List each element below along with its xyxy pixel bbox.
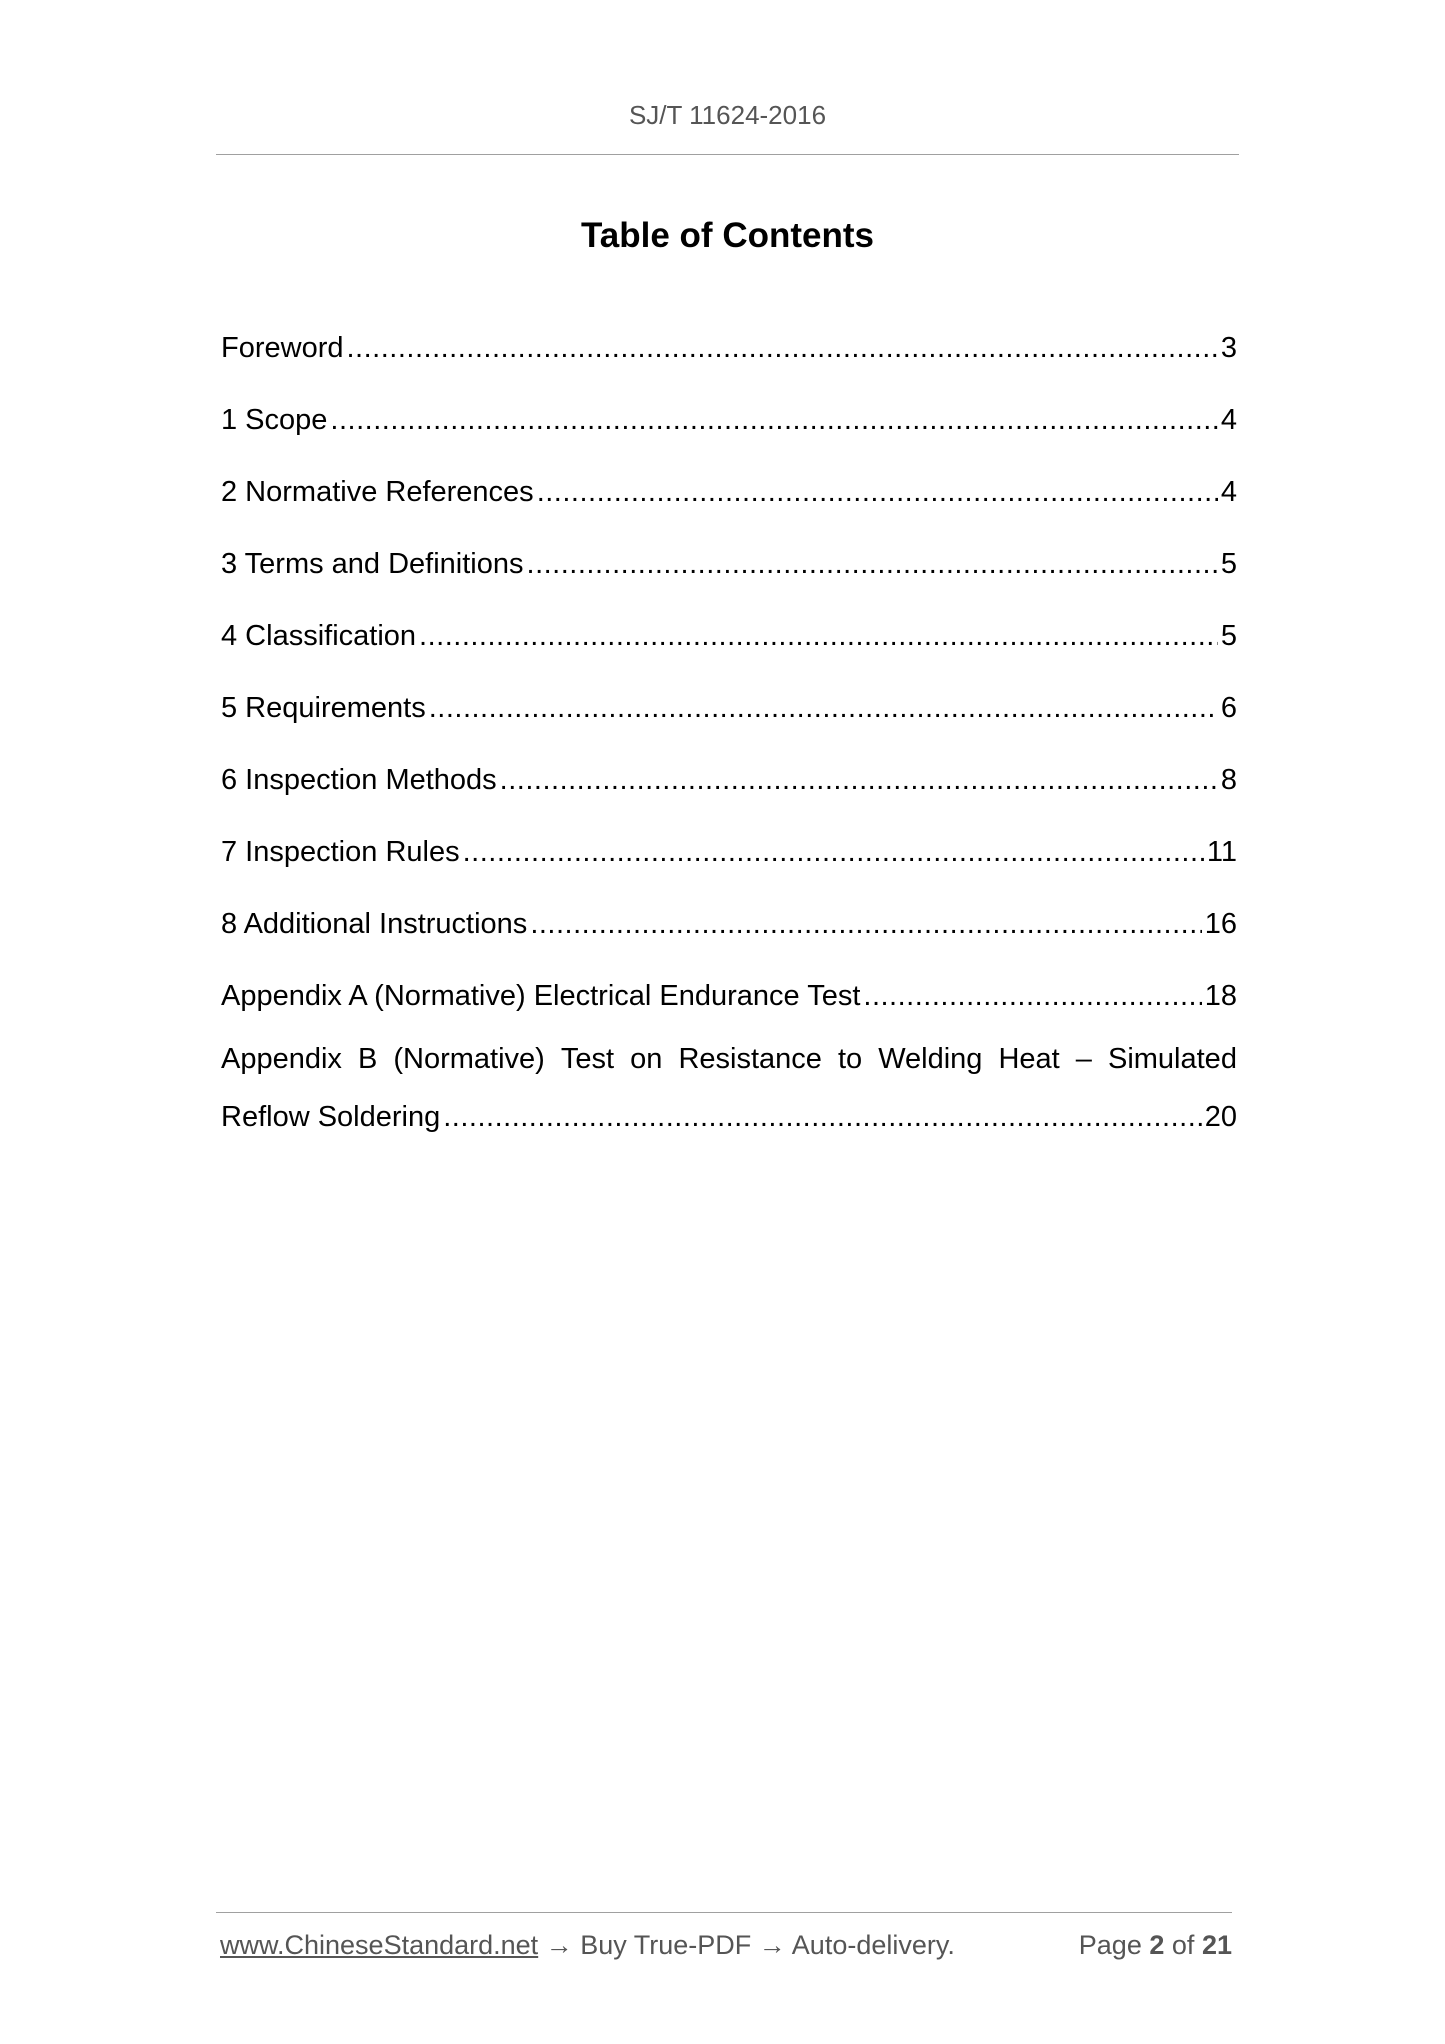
toc-word: Test xyxy=(560,1043,615,1075)
dot-leader xyxy=(527,542,1218,586)
toc-entry-classification[interactable] xyxy=(221,586,1237,658)
delivery-text: Auto-delivery. xyxy=(791,1930,955,1960)
toc-entry-page: 16 xyxy=(1204,908,1237,940)
toc-entry-label: 5 Requirements xyxy=(221,692,426,724)
toc-word: Welding xyxy=(878,1043,983,1075)
toc-entry-label: Reflow Soldering xyxy=(221,1101,441,1133)
toc-word: Heat xyxy=(998,1043,1060,1075)
toc-entry-label: 4 Classification xyxy=(221,620,417,652)
buy-text: Buy True-PDF xyxy=(580,1930,752,1960)
page-number-info xyxy=(1079,1930,1232,1961)
header-divider xyxy=(216,154,1239,155)
toc-entry-inspection-rules[interactable] xyxy=(221,802,1237,874)
dot-leader xyxy=(463,830,1204,874)
toc-entry-page: 8 xyxy=(1220,764,1237,796)
dot-leader xyxy=(530,902,1201,946)
dot-leader xyxy=(863,974,1201,1018)
toc-entry-label: 3 Terms and Definitions xyxy=(221,548,524,580)
toc-entry-label: Appendix A (Normative) Electrical Endurance Test xyxy=(221,980,861,1012)
toc-word: to xyxy=(837,1043,863,1075)
footer-promo xyxy=(220,1930,955,1961)
toc-entry-requirements[interactable] xyxy=(221,658,1237,730)
toc-list xyxy=(221,298,1237,1146)
dot-leader xyxy=(500,758,1218,802)
toc-entry-page: 4 xyxy=(1220,404,1237,436)
toc-entry-label: Foreword xyxy=(221,332,344,364)
toc-entry-page: 5 xyxy=(1220,620,1237,652)
toc-entry-terms-and-definitions[interactable] xyxy=(221,514,1237,586)
toc-entry-page: 6 xyxy=(1220,692,1237,724)
website-link[interactable]: www.ChineseStandard.net xyxy=(220,1930,539,1960)
toc-entry-label: 8 Additional Instructions xyxy=(221,908,528,940)
dot-leader xyxy=(347,326,1218,370)
toc-entry-scope[interactable] xyxy=(221,370,1237,442)
toc-entry-foreword[interactable] xyxy=(221,298,1237,370)
toc-entry-page: 11 xyxy=(1206,836,1237,868)
toc-title: Table of Contents xyxy=(581,216,874,255)
page-footer xyxy=(220,1930,1232,1961)
toc-word: – xyxy=(1075,1043,1092,1075)
toc-word: (Normative) xyxy=(393,1043,545,1075)
toc-entry-label-line-2 xyxy=(221,1088,1237,1146)
dot-leader xyxy=(429,686,1218,730)
toc-word: Appendix xyxy=(221,1043,342,1075)
toc-entry-appendix-b[interactable] xyxy=(221,1030,1237,1146)
toc-entry-page: 3 xyxy=(1220,332,1237,364)
toc-entry-label: 2 Normative References xyxy=(221,476,534,508)
toc-entry-page: 5 xyxy=(1220,548,1237,580)
dot-leader xyxy=(537,470,1218,514)
toc-word: Resistance xyxy=(678,1043,822,1075)
toc-word: B xyxy=(357,1043,378,1075)
document-id-header: SJ/T 11624-2016 xyxy=(628,100,827,130)
total-pages: 21 xyxy=(1201,1930,1232,1960)
toc-entry-label: 7 Inspection Rules xyxy=(221,836,460,868)
toc-word: Simulated xyxy=(1107,1043,1237,1075)
toc-entry-label: 1 Scope xyxy=(221,404,328,436)
toc-entry-page: 20 xyxy=(1204,1101,1237,1133)
toc-entry-page: 18 xyxy=(1204,980,1237,1012)
toc-entry-appendix-a[interactable] xyxy=(221,946,1237,1018)
toc-entry-label-line-1 xyxy=(221,1030,1237,1088)
dot-leader xyxy=(330,398,1217,442)
arrow-right-icon: → xyxy=(758,1930,786,1960)
footer-divider xyxy=(216,1912,1232,1913)
current-page: 2 xyxy=(1149,1930,1165,1960)
page-word: Page xyxy=(1078,1930,1142,1960)
toc-word: on xyxy=(630,1043,663,1075)
toc-entry-inspection-methods[interactable] xyxy=(221,730,1237,802)
dot-leader xyxy=(419,614,1218,658)
toc-entry-label: 6 Inspection Methods xyxy=(221,764,497,796)
toc-entry-additional-instructions[interactable] xyxy=(221,874,1237,946)
toc-entry-page: 4 xyxy=(1220,476,1237,508)
toc-entry-normative-references[interactable] xyxy=(221,442,1237,514)
dot-leader xyxy=(443,1088,1202,1146)
arrow-right-icon: → xyxy=(545,1930,573,1960)
of-word: of xyxy=(1171,1930,1195,1960)
